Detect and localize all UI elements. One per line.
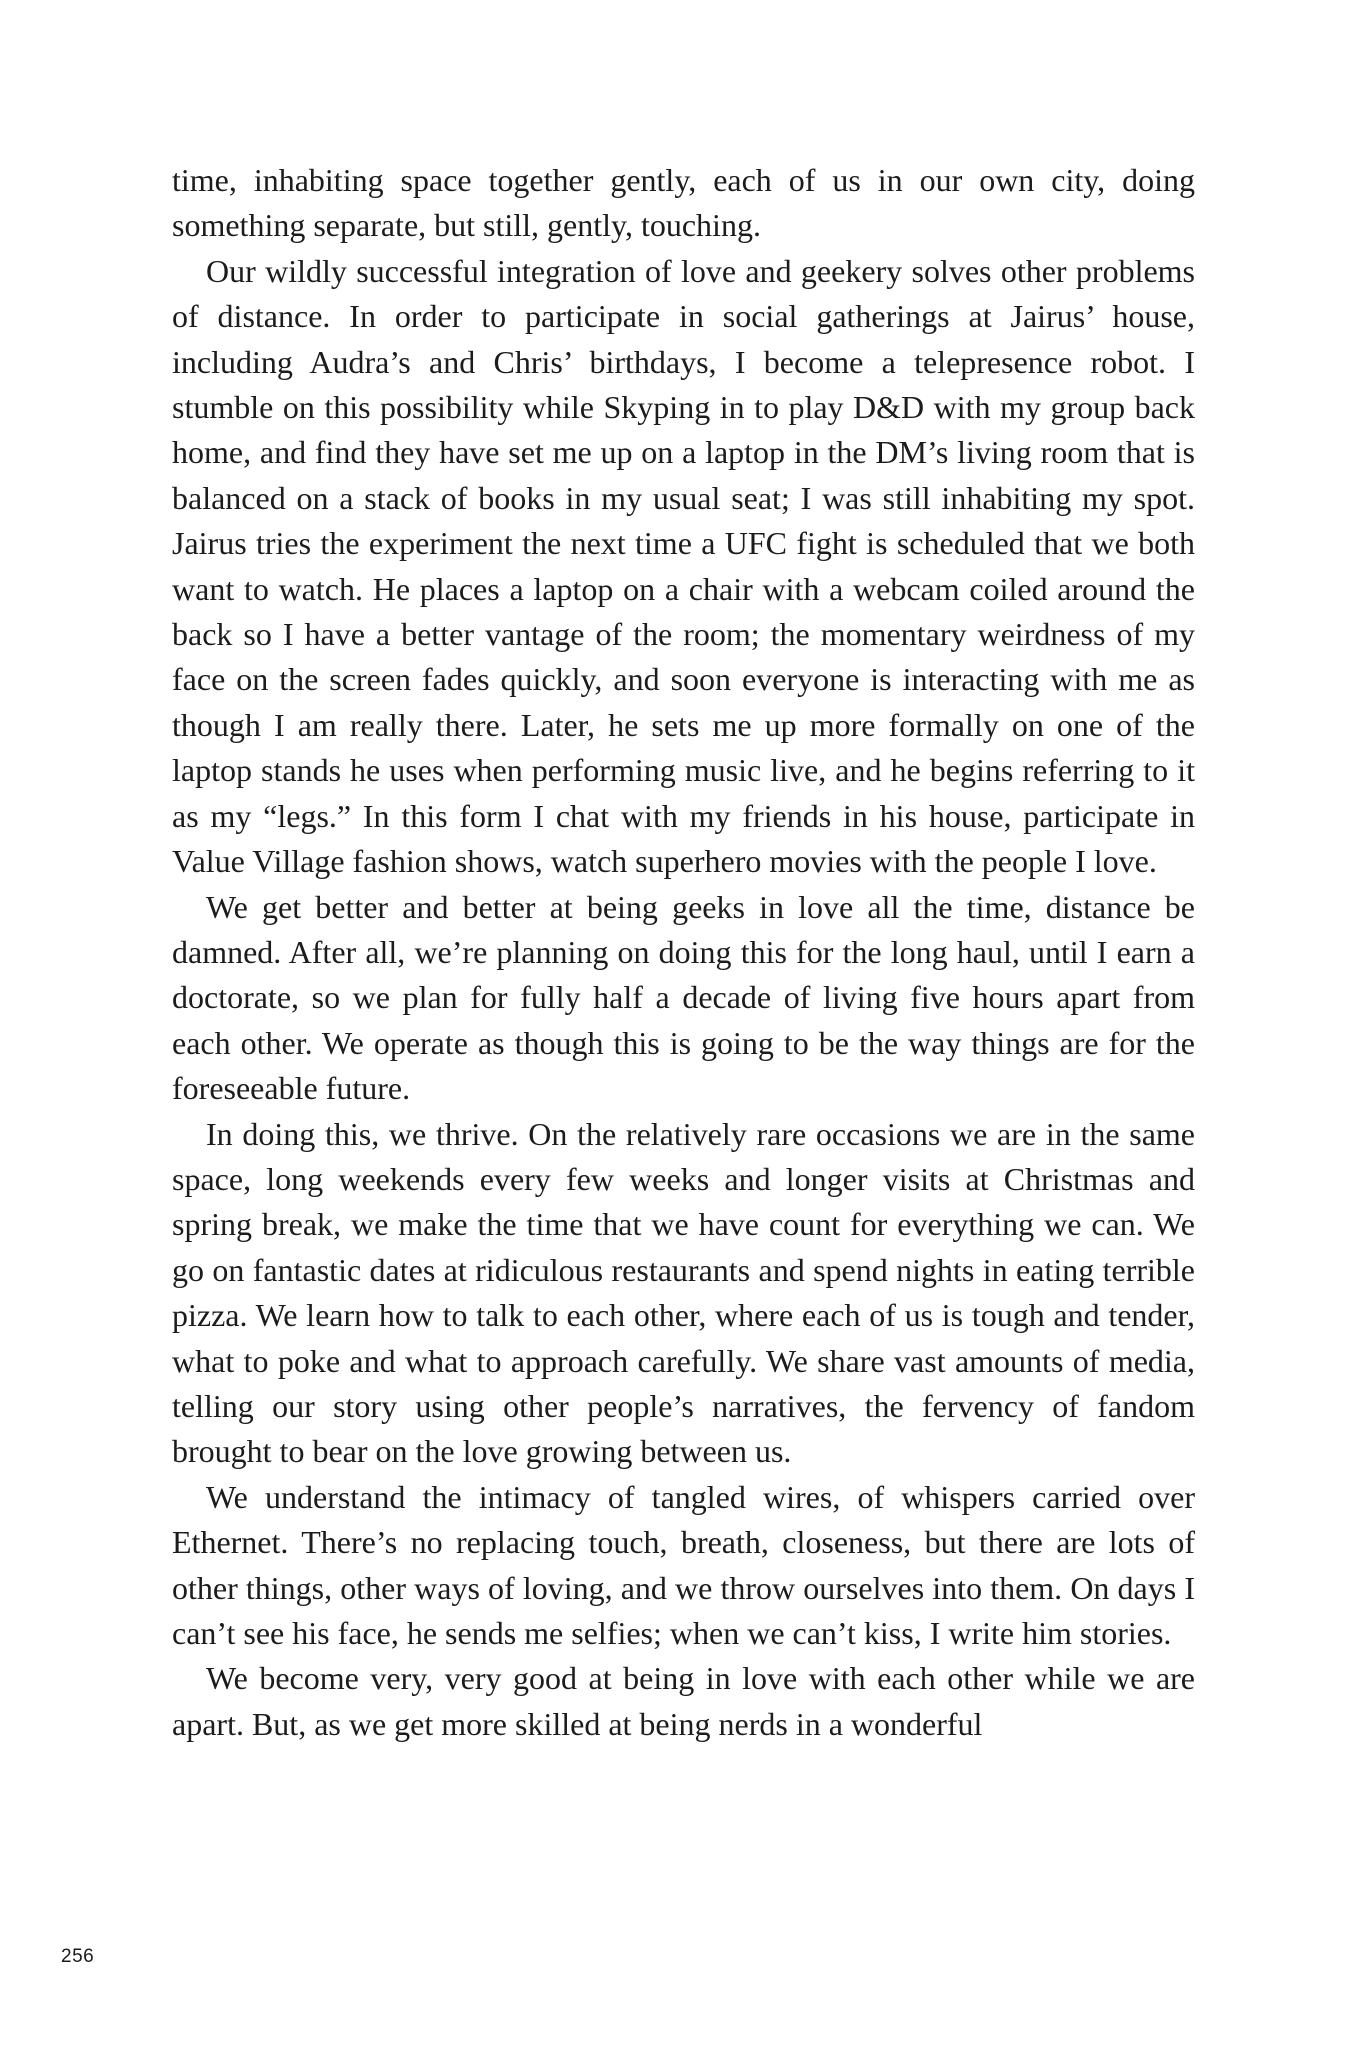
body-text (172, 158, 1195, 1747)
paragraph-apart: We become very, very good at being in love with each other while we are apart. But, as we get more skilled at being nerds in a wonderful (172, 1660, 1195, 1742)
paragraph-thrive: In doing this, we thrive. On the relatively rare occasions we are in the same space, long weekends every few weeks and longer visits at Christmas and spring break, we make the time that we have count for everything we can. We go on fantastic dates at ridiculous restaurants and spend nights in eating terrible pizza. We learn how to talk to each other, where each of us is tough and tender, what to poke and what to approach carefully. We share vast amounts of media, telling our story using other people’s narratives, the fervency of fandom brought to bear on the love growing between us. (172, 1115, 1195, 1470)
paragraph-telepresence: Our wildly successful integration of love and geekery solves other problems of distance. In order to participate in social gatherings at Jairus’ house, including Audra’s and Chris’ birthdays, I become a telepresence robot. I stumble on this possibility while Skyping in to play D&D with my group back home, and find they have set me up on a laptop in the DM’s living room that is balanced on a stack of books in my usual seat; I was still inhabiting my spot. Jairus tries the experiment the next time a UFC fight is scheduled that we both want to watch. He places a laptop on a chair with a webcam coiled around the back so I have a better vantage of the room; the momentary weirdness of my face on the screen fades quickly, and soon everyone is interacting with me as though I am really there. Later, he sets me up more formally on one of the laptop stands he uses when performing music live, and he begins referring to it as my “legs.” In this form I chat with my friends in his house, participate in Value Village fashion shows, watch superhero movies with the people I love. (172, 252, 1195, 880)
paragraph-long-haul: We get better and better at being geeks in love all the time, distance be damned. After all, we’re planning on doing this for the long haul, until I earn a doctorate, so we plan for fully half a decade of living five hours apart from each other. We operate as though this is going to be the way things are for the foreseeable future. (172, 888, 1195, 1107)
page-number: 256 (61, 1946, 95, 1967)
paragraph-continuation: time, inhabiting space together gently, each of us in our own city, doing something separate, but still, gently, touching. (172, 162, 1195, 244)
paragraph-tangled-wires: We understand the intimacy of tangled wires, of whispers carried over Ethernet. There’s no replacing touch, breath, closeness, but there are lots of other things, other ways of loving, and we throw ourselves into them. On days I can’t see his face, he sends me selfies; when we can’t kiss, I write him stories. (172, 1478, 1195, 1651)
